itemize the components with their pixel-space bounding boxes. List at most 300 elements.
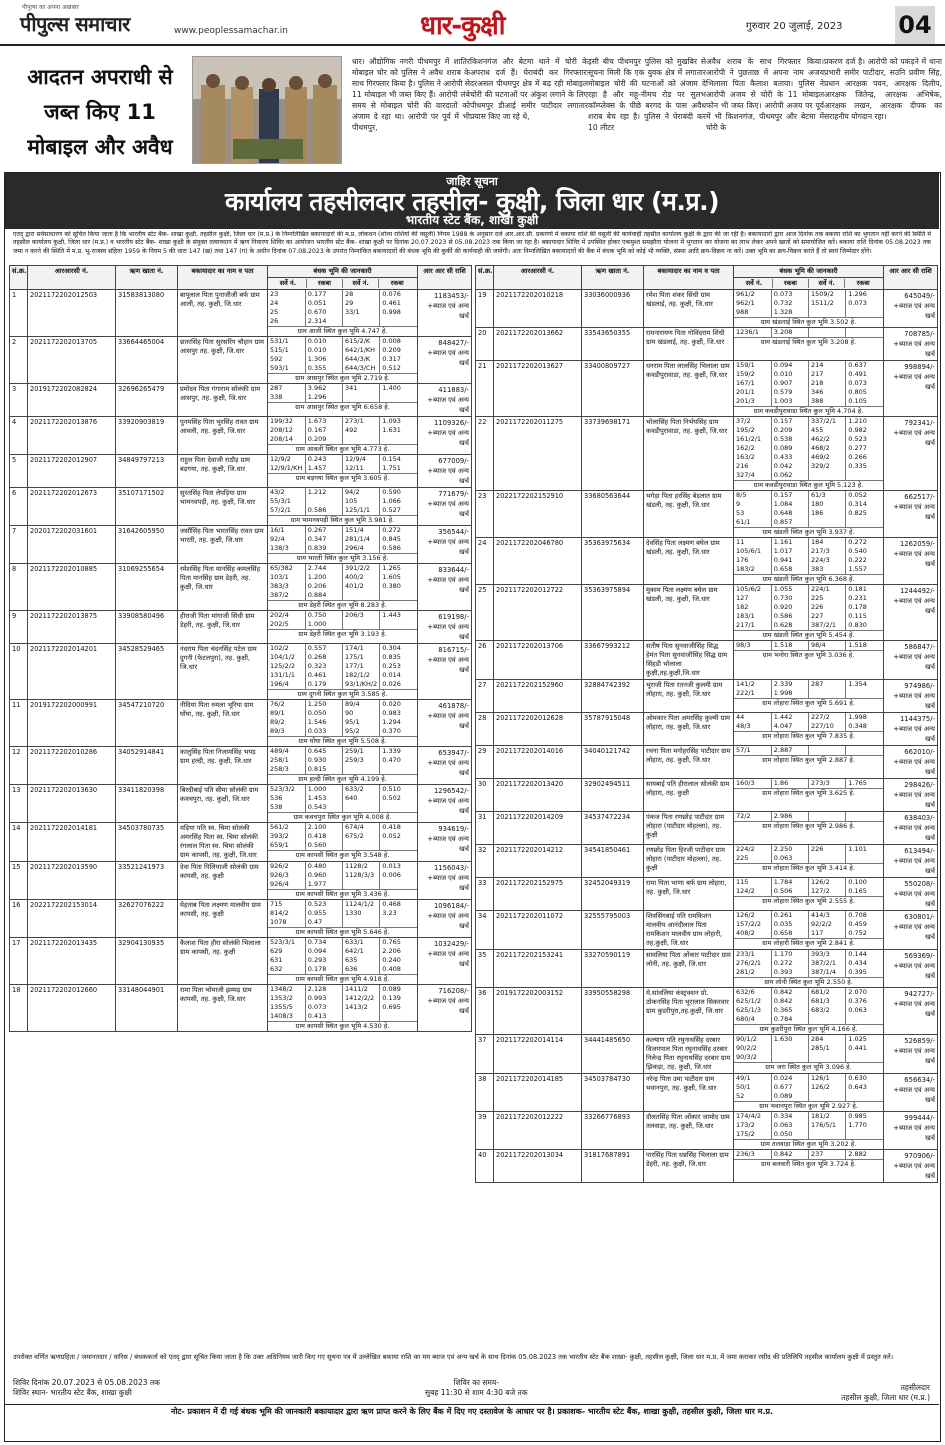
land-area: 1.977 [305,880,342,889]
land-survey: 176 [734,556,771,565]
land-area: 0.993 [305,994,342,1003]
land-survey: 414/3 [809,911,846,920]
row-sno: 11 [10,700,28,747]
land-survey: 391/2/2 [343,564,380,573]
land-total: ग्राम कवडीपुरावाडा स्थित कुल भूमि 5.123 हे. [734,480,883,490]
land-area: 2.887 [771,746,808,755]
row-land-details [734,845,884,878]
row-rrc-number: 2021172202012503 [28,290,116,337]
land-line [734,641,883,650]
row-borrower-name: धनराम पिता लालसिंह भिलाला ग्राम कवडीपुरावाडा, तह. कुक्षी, जि.धार [644,361,734,417]
land-line [734,471,883,480]
land-survey: 523/3/2 [268,785,305,794]
camp-details [13,1378,160,1398]
land-line [734,854,883,863]
land-survey: 285/1 [809,1044,846,1053]
row-rrc-amount: 662010/- +ब्याज एवं अन्य खर्च [884,746,938,779]
land-line [268,290,417,299]
land-line [734,585,883,594]
land-area: 0.459 [848,920,867,928]
land-area: 1.025 [848,1035,867,1043]
row-land-details [268,700,418,747]
land-area: 0.073 [771,290,808,299]
edition-title: धार-कुक्षी [420,11,505,41]
land-line [734,929,883,938]
table-row [10,862,472,900]
land-survey: 462/2 [809,435,846,444]
row-loan-account: 34503780735 [116,823,178,862]
land-survey: 625/1/2 [734,997,771,1006]
row-rrc-number: 2021172202013590 [28,862,116,900]
land-survey: 115 [734,878,771,887]
land-area: 0.960 [305,871,342,880]
row-borrower-name: पुनमसिंह पिता भुरसिंह रावत ग्राम आवली, तह. कुक्षी, जि.धार [178,417,268,455]
land-survey: 89/3 [268,727,305,736]
land-total: ग्राम लोहारा स्थित कुल भूमि 5.691 हे. [734,698,883,708]
land-total: ग्राम दुगनी स्थित कुल भूमि 3.585 हे. [268,689,417,699]
survey-subheader: सर्वे नं. [343,279,379,288]
land-line [268,526,417,535]
row-borrower-name: भूराजी पिता रतनजी कुलमी ग्राम लोहारा, तह. कुक्षी, जि.धार [644,680,734,713]
land-area: 0.648 [771,509,808,518]
row-rrc-number: 2021172202153241 [494,950,582,988]
land-line [268,785,417,794]
table-row [10,611,472,644]
row-land-details [734,1074,884,1112]
land-line [268,756,417,765]
land-total: ग्राम लोहारा स्थित कुल भूमि 7.835 हे. [734,731,883,741]
land-area [380,918,417,927]
table-row [476,328,938,361]
land-area: 0.026 [382,680,401,688]
land-area: 0.243 [305,455,342,464]
land-area: 0.035 [771,920,808,929]
land-area: 0.842 [771,988,808,997]
notice-footer-text: उपरोक्त वर्णित ऋणग्रहिता / जमानतदार / वारिस / बंधककर्ता को एतद् द्वारा सूचित किया जाता है कि उक्त अधिनियम जारी किए गए सूचना पत्र में उल्लेखित बकाया राशि का मय ब्याज एवं अन्य खर्च के साथ दिनांक 05.08.2023 तक भारतीय स्टेट बैंक शाखा- कुक्षी, तहसील कुक्षी, जिला धार म.प्र. में जमा कराकर रसीद की प्रतिलिपि तहसील कार्यालय कुक्षी में प्रस्तुत करें। [13,1353,894,1361]
land-line [268,727,417,736]
land-total: ग्राम कापसी स्थित कुल भूमि 3.548 हे. [268,850,417,860]
land-line [268,355,417,364]
land-survey: 561/2 [268,823,305,832]
land-area: 0.178 [848,603,867,611]
land-survey: 401/2 [343,582,380,591]
row-land-details [734,812,884,845]
row-land-details [734,878,884,911]
land-area: 0.658 [771,565,808,574]
land-survey [343,1012,380,1021]
land-line [734,594,883,603]
land-area [380,620,417,629]
row-land-details [734,491,884,538]
land-line [268,464,417,473]
land-total: ग्राम लोहारी स्थित कुल भूमि 2.841 हे. [734,938,883,948]
land-line [734,878,883,887]
land-area: 0.094 [771,361,808,370]
sno-header: सं.क्र. [476,266,494,290]
signatory [765,1383,930,1403]
land-area: 0.024 [771,1074,808,1083]
row-sno: 21 [476,361,494,417]
row-borrower-name: कैलाश पिता हीरा सोलंकी भिलाला ग्राम कापसी, तह. कुक्षी [178,938,268,985]
row-rrc-amount: 613494/- +ब्याज एवं अन्य खर्च [884,845,938,878]
land-survey: 329/2 [809,462,846,471]
row-loan-account: 34528529465 [116,644,178,700]
land-survey: 259/3 [343,756,380,765]
masthead [0,0,945,46]
land-survey: 52 [734,1092,771,1101]
land-line [734,397,883,406]
loan-header: ऋण खाता नं. [582,266,644,290]
land-survey: 105/6/2 [734,585,771,594]
camp-place: शिविर स्थान- भारतीय स्टेट बैंक, शाखा कुक्षी [13,1388,132,1397]
land-total: ग्राम आवली स्थित कुल भूमि 4.773 हे. [268,444,417,454]
row-borrower-name: नंदराम पिता चंदनसिंह पटेल ग्राम दुगनी (फेटलपुरा), तह. कुक्षी, जि.धार [178,644,268,700]
row-land-details [268,611,418,644]
land-total: ग्राम खंडलाई स्थित कुल भूमि 3.208 हे. [734,337,883,347]
land-area: 0.165 [848,887,867,895]
row-land-details [268,985,418,1032]
land-survey: 383 [809,565,846,574]
row-loan-account: 33411820398 [116,785,178,823]
land-line [268,544,417,553]
land-line [734,950,883,959]
land-survey [343,841,380,850]
land-survey: 536 [268,794,305,803]
land-area [846,812,883,821]
row-borrower-name: जसौंसिंह पिता भारतसिंह रावत ग्राम भारती, तह. कुक्षी, जि.धार [178,526,268,564]
land-area: 0.502 [382,794,401,802]
land-line [268,832,417,841]
table-row [476,779,938,812]
land-survey: 538 [268,803,305,812]
row-rrc-amount: 662517/- +ब्याज एवं अन्य खर्च [884,491,938,538]
land-total: ग्राम लोहारा स्थित कुल भूमि 3.414 हे. [734,863,883,873]
table-row [476,538,938,585]
land-survey: 126/2 [809,1083,846,1092]
row-rrc-number: 2019172202003152 [494,988,582,1035]
land-survey: 12/9/2 [268,455,305,464]
land-area: 0.560 [305,841,342,850]
table-row [476,845,938,878]
land-area: 0.268 [305,653,342,662]
land-area: 4.047 [771,722,808,731]
row-loan-account: 33036000936 [582,290,644,328]
land-survey: 28 [343,290,380,299]
land-area: 0.491 [848,370,867,378]
row-land-details [268,823,418,862]
land-survey: 226 [809,603,846,612]
land-survey: 680/4 [734,1015,771,1024]
row-loan-account: 33920903819 [116,417,178,455]
land-line [268,317,417,326]
land-area [846,518,883,527]
area-subheader: रकबा [772,279,808,288]
row-loan-account: 34052914841 [116,747,178,785]
table-header-row [476,266,938,278]
land-survey: 95/2 [343,727,380,736]
land-survey: 237 [809,1150,846,1159]
land-area: 0.139 [382,994,401,1002]
land-area: 0.181 [848,585,867,593]
land-survey: 217 [809,370,846,379]
land-total: ग्राम तलवाड़ा स्थित कुल भूमि 3.202 हे. [734,1139,883,1149]
land-area: 0.510 [382,785,401,793]
amount-header: आर आर सी राशि [418,266,472,290]
land-survey: 125/1/1 [343,506,380,515]
land-line [268,435,417,444]
land-total: ग्राम आसपुर स्थित कुल भूमि 2.719 हे. [268,373,417,383]
land-survey: 93/1/KH/2 [343,680,380,689]
land-area: 1.630 [771,1035,808,1044]
land-line [734,538,883,547]
table-row [10,526,472,564]
land-area: 3.208 [771,328,808,337]
land-area: 0.347 [305,535,342,544]
land-survey: 16/1 [268,526,305,535]
land-area: 3.23 [382,909,397,917]
land-area: 0.732 [771,299,808,308]
land-area: 0.042 [771,462,808,471]
row-rrc-amount: 1032429/- +ब्याज एवं अन्य खर्च [418,938,472,985]
land-total: ग्राम लोहारा स्थित कुल भूमि 2.555 हे. [734,896,883,906]
land-survey: 44 [734,713,771,722]
land-area: 0.708 [848,911,867,919]
land-survey: 1078 [268,918,305,927]
land-total: ग्राम डेहरी स्थित कुल भूमि 8.283 हे. [268,600,417,610]
land-line [268,880,417,889]
land-survey: 337/2/1 [809,417,846,426]
land-survey: 1128/3/3 [343,871,380,880]
land-line [268,700,417,709]
row-rrc-amount: 833644/- +ब्याज एवं अन्य खर्च [418,564,472,611]
land-survey: 1412/2/2 [343,994,380,1003]
land-survey: 12/9/1/KH [268,464,305,473]
land-line [734,812,883,821]
land-area: 0.941 [771,556,808,565]
land-area: 0.094 [305,947,342,956]
row-rrc-number: 2021172202014185 [494,1074,582,1112]
land-line [734,444,883,453]
land-area: 0.695 [382,1003,401,1011]
land-area: 0.323 [305,662,342,671]
land-line [734,1044,883,1053]
land-survey: 174/1 [343,644,380,653]
land-area: 0.020 [382,700,401,708]
land-header: बंधक भूमि की जानकारी [268,266,418,278]
land-area: 0.062 [771,471,808,480]
land-area [380,393,417,402]
story-column-4: अवैध शराब के साथ गिरफ्तार किया। आरोपी ने पुछताछ में अपना नाम अजय भिलाला पिता कैलाश बताया। पुलिस ने आरोपी अजय से चोरी के 11 मोबाइल फोन भी जब्त किए। आरोपी अजय पर पूर्व में भी किशनगंज, पीथमपुर और बेटमा में चोरी के [706,57,824,132]
row-rrc-amount: 619198/- +ब्याज एवं अन्य खर्च [418,611,472,644]
row-rrc-number: 2021172202014201 [28,644,116,700]
row-rrc-number: 2021172202013662 [494,328,582,361]
land-line [268,299,417,308]
land-area: 1.017 [771,547,808,556]
land-area: 0.222 [848,556,867,564]
row-borrower-name: सावलिया पिता ओंकार पाटीदार ग्राम लोनी, तह. कुक्षी, जि.धार [644,950,734,988]
land-area: 1.400 [382,384,401,392]
land-survey: 160/3 [734,779,771,788]
land-area: 1.170 [771,950,808,959]
land-survey: 206/3 [343,611,380,620]
row-borrower-name: पारसिंह पिता धन्नसिंह भिलाला ग्राम डेहरी, तह. कुक्षी, जि.धार [644,1150,734,1183]
land-survey [809,812,846,821]
land-survey: 592 [268,355,305,364]
land-area: 0.835 [382,653,401,661]
land-area: 1.765 [848,779,867,787]
land-survey: 225 [809,594,846,603]
signatory-place: तहसील कुक्षी, जिला धार (म.प्र.) [841,1393,930,1402]
website-url[interactable]: www.peoplessamachar.in [174,26,288,36]
land-survey: 675/2 [343,832,380,841]
land-survey [809,518,846,527]
land-total: ग्राम भवानपुरा स्थित कुल भूमि 2.927 हे. [734,1101,883,1111]
land-area: 1.000 [305,620,342,629]
land-survey: 218 [809,379,846,388]
land-area: 0.052 [382,832,401,840]
land-area: 0.014 [382,671,401,679]
land-survey: 1348/2 [268,985,305,994]
row-rrc-number: 2021172202012222 [494,1112,582,1150]
land-area: 0.461 [305,671,342,680]
row-sno: 24 [476,538,494,585]
row-sno: 9 [10,611,28,644]
row-sno: 7 [10,526,28,564]
land-survey: 72/2 [734,812,771,821]
row-loan-account: 33543650355 [582,328,644,361]
land-survey: 681/2 [809,988,846,997]
land-line [268,426,417,435]
land-survey: 50/1 [734,1083,771,1092]
land-line [734,328,883,337]
land-survey: 23 [268,290,305,299]
land-survey: 281/2 [734,968,771,977]
land-area: 0.393 [771,968,808,977]
land-survey: 89/1 [268,709,305,718]
land-area: 0.47 [305,918,342,927]
land-area: 1.084 [771,500,808,509]
row-rrc-number: 2021172202152975 [494,878,582,911]
rrc-header: आरआरसी नं. [494,266,582,290]
notice-title: कार्यालय तहसीलदार तहसील- कुक्षी, जिला धार (म.प्र.) [224,187,720,216]
land-area: 0.089 [771,1092,808,1101]
land-area: 0.765 [382,938,401,946]
row-rrc-number: 2021172202010286 [28,747,116,785]
land-survey: 683/2 [809,1006,846,1015]
row-rrc-amount: 298426/- +ब्याज एवं अन्य खर्च [884,779,938,812]
land-area: 0.643 [848,1083,867,1091]
land-area [846,308,883,317]
land-line [268,591,417,600]
row-loan-account: 34503784730 [582,1074,644,1112]
land-area [771,1044,808,1053]
land-survey: 1330 [343,909,380,918]
land-survey: 173/2 [734,1121,771,1130]
land-line [268,364,417,373]
table-row [476,746,938,779]
land-area: 0.540 [848,547,867,555]
row-rrc-amount: 1183453/- +ब्याज एवं अन्य खर्च [418,290,472,337]
land-total: ग्राम खंडली स्थित कुल भूमि 6.368 हे. [734,574,883,584]
land-survey: 183/1 [734,612,771,621]
row-loan-account: 33400809727 [582,361,644,417]
land-total: ग्राम कापसी स्थित कुल भूमि 4.918 हे. [268,974,417,984]
row-loan-account: 33521241973 [116,862,178,900]
row-rrc-number: 2021172202011275 [494,417,582,491]
land-area: 0.167 [305,426,342,435]
land-line [734,1130,883,1139]
land-survey: 492 [343,426,380,435]
land-total: ग्राम भारती स्थित कुल भूमि 3.156 हे. [268,553,417,563]
table-row [10,747,472,785]
land-survey [343,317,380,326]
land-area: 0.240 [382,956,401,964]
land-survey [809,854,846,863]
land-survey: 208/12 [268,426,305,435]
land-area: 0.470 [382,756,401,764]
land-area [380,317,417,326]
land-survey: 393/3 [809,950,846,959]
row-rrc-amount: 638403/- +ब्याज एवं अन्य खर्च [884,812,938,845]
land-line [268,956,417,965]
row-rrc-amount: 942727/- +ब्याज एवं अन्य खर्च [884,988,938,1035]
row-rrc-number: 2021172202013876 [28,417,116,455]
land-survey: 383/3 [268,582,305,591]
land-survey: 126/2 [734,911,771,920]
land-survey: 26 [268,317,305,326]
land-survey: 55/3/1 [268,497,305,506]
row-sno: 28 [476,713,494,746]
land-area [846,854,883,863]
row-rrc-number: 2021172202013706 [494,641,582,680]
row-borrower-name: नरेन्द्र पिता उमा पाटीदार ग्राम भवानपुरा, तह. कुक्षी, जि.धार [644,1074,734,1112]
land-area: 1.354 [848,680,867,688]
land-area: 1.265 [382,564,401,572]
land-area: 3.962 [305,384,342,393]
land-area [846,1053,883,1062]
land-total: ग्राम डेहरी स्थित कुल भूमि 3.193 हे. [268,629,417,639]
land-survey [809,689,846,698]
land-line [734,500,883,509]
land-survey: 48/3 [734,722,771,731]
table-row [476,641,938,680]
row-rrc-amount: 708785/- +ब्याज एवं अन्य खर्च [884,328,938,361]
land-area: 1.998 [771,689,808,698]
land-area: 0.073 [305,1003,342,1012]
land-line [268,909,417,918]
land-line [734,1150,883,1159]
row-rrc-amount: 1296542/- +ब्याज एवं अन्य खर्च [418,785,472,823]
land-survey: 276/2/1 [734,959,771,968]
land-line [268,417,417,426]
row-rrc-number: 2022172202153014 [28,900,116,938]
land-line [734,308,883,317]
land-survey: 287 [268,384,305,393]
land-survey: 593/1 [268,364,305,373]
row-loan-account: 33667993212 [582,641,644,680]
amount-header: आर आर सी राशि [884,266,938,290]
row-sno: 22 [476,417,494,491]
row-rrc-number: 2021172202013705 [28,337,116,384]
land-area: 0.750 [305,611,342,620]
land-survey: 195/2 [734,426,771,435]
land-line [268,900,417,909]
land-area: 1.328 [771,308,808,317]
land-survey: 214 [809,361,846,370]
row-rrc-number: 2021172202014181 [28,823,116,862]
land-area: 0.177 [305,290,342,299]
land-survey: 167/1 [734,379,771,388]
